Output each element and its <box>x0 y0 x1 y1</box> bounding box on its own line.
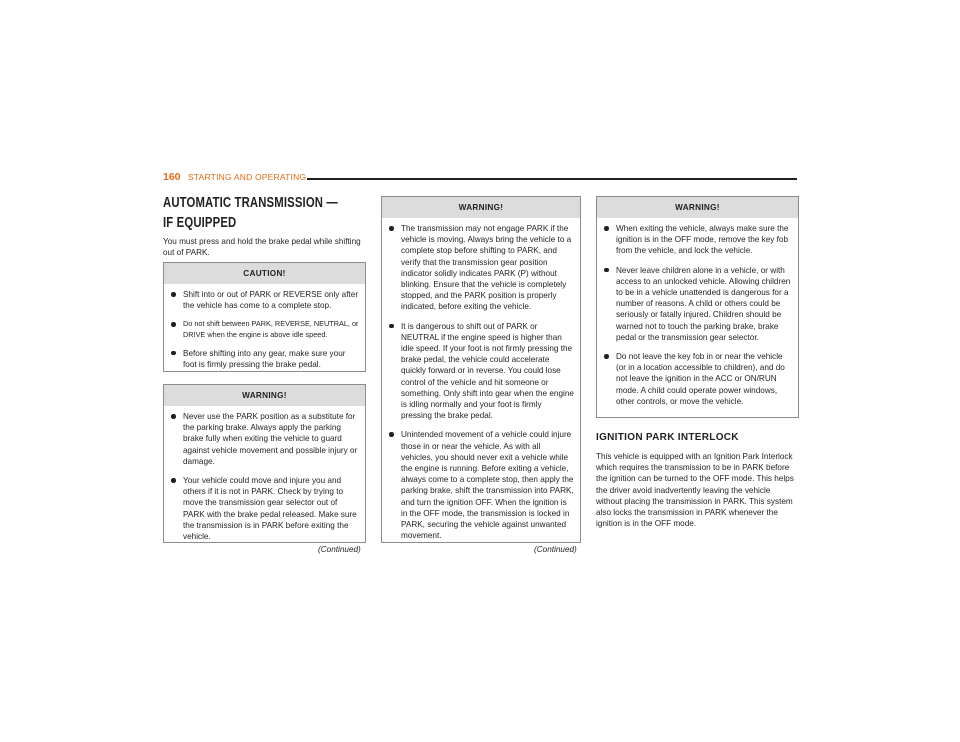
title-line-1: AUTOMATIC TRANSMISSION — <box>163 195 338 211</box>
warning-box-1 <box>163 384 366 543</box>
warning-heading: WARNING! <box>597 197 798 218</box>
list-item-text: Do not leave the key fob in or near the vehicle (or in a location accessible to children), and do not leave the ignition in the ACC or ON/RUN mode. A child could operate power windows, other controls, or move the vehicle. <box>616 352 785 406</box>
page-title <box>163 193 338 233</box>
continued-label: (Continued) <box>318 545 361 554</box>
warning-box-2 <box>381 196 581 543</box>
list-item-text: It is dangerous to shift out of PARK or NEUTRAL if the engine speed is higher than idle speed. If your foot is not firmly pressing the brake pedal, the vehicle could accelerate quickly forward or in reverse. You could lose control of the vehicle and hit someone or something. Only shift into gear when the engine is idling normally and your foot is firmly pressing the brake pedal. <box>401 321 574 421</box>
warning-box-3 <box>596 196 799 418</box>
list-item <box>603 351 792 407</box>
warning-heading: WARNING! <box>382 197 580 218</box>
bullet-icon <box>604 354 609 359</box>
ignition-park-interlock-heading: IGNITION PARK INTERLOCK <box>596 432 739 443</box>
list-item <box>170 411 359 467</box>
page-header <box>163 171 797 185</box>
ignition-park-interlock-paragraph: This vehicle is equipped with an Ignition Park Interlock which requires the transmission to be in PARK before the ignition can be turned to the OFF mode. This helps the driver avoid inadvertently leaving the vehicle without placing the transmission in PARK. This system also locks the transmission in PARK whenever the ignition is in the OFF mode. <box>596 452 794 529</box>
list-item-text: Do not shift between PARK, REVERSE, NEUTRAL, or DRIVE when the engine is above idle speed. <box>183 319 359 339</box>
bullet-icon <box>171 414 176 419</box>
section-title: STARTING AND OPERATING <box>188 172 307 182</box>
warning-list <box>597 218 798 411</box>
list-item-text: The transmission may not engage PARK if the vehicle is moving. Always bring the vehicle to a complete stop before shifting to PARK, and verify that the transmission gear position indicator solidly indicates PARK (P) without blinking. Ensure that the vehicle is completely stopped, and the PARK position is properly indicated, before exiting the vehicle. <box>401 224 572 312</box>
intro-paragraph: You must press and hold the brake pedal while shifting out of PARK. <box>163 237 361 258</box>
title-line-2: IF EQUIPPED <box>163 215 237 231</box>
list-item-text: Before shifting into any gear, make sure your foot is firmly pressing the brake pedal. <box>183 348 346 370</box>
bullet-icon <box>604 226 609 231</box>
bullet-icon <box>389 324 394 329</box>
warning-list <box>164 406 365 546</box>
list-item <box>170 289 359 311</box>
list-item <box>170 475 359 542</box>
bullet-icon <box>389 432 394 437</box>
warning-list <box>382 218 580 545</box>
bullet-icon <box>604 268 609 273</box>
caution-list <box>164 284 365 374</box>
list-item-text: Unintended movement of a vehicle could injure those in or near the vehicle. As with all vehicles, you should never exit a vehicle while the engine is running. Before exiting a vehicle, always come to a complete stop, then apply the parking brake, shift the transmission into PARK, and turn the ignition OFF. When the ignition is in the OFF mode, the transmission is locked in PARK, securing the vehicle against unwanted movement. <box>401 430 574 541</box>
list-item <box>170 319 359 339</box>
bullet-icon <box>171 478 176 483</box>
bullet-icon <box>171 322 176 327</box>
bullet-icon <box>389 226 394 231</box>
bullet-icon <box>171 292 176 297</box>
list-item <box>603 265 792 343</box>
list-item <box>388 321 574 422</box>
caution-box <box>163 262 366 372</box>
bullet-icon <box>171 351 176 356</box>
list-item <box>170 348 359 370</box>
page-number: 160 <box>163 171 181 183</box>
caution-heading: CAUTION! <box>164 263 365 284</box>
list-item-text: When exiting the vehicle, always make sure the ignition is in the OFF mode, remove the key fob from the vehicle, and lock the vehicle. <box>616 224 789 256</box>
list-item <box>388 429 574 541</box>
warning-heading: WARNING! <box>164 385 365 406</box>
list-item <box>603 223 792 257</box>
list-item-text: Shift into or out of PARK or REVERSE only after the vehicle has come to a complete stop. <box>183 290 359 311</box>
list-item-text: Never leave children alone in a vehicle, or with access to an unlocked vehicle. Allowing children to be in a vehicle unattended is dangerous for a number of reasons. A child or others could be seriously or fatally injured. Children should be warned not to touch the parking brake, brake pedal or the transmission gear selector. <box>616 265 791 342</box>
continued-label: (Continued) <box>534 545 577 554</box>
list-item <box>388 223 574 313</box>
header-rule <box>307 178 797 180</box>
list-item-text: Your vehicle could move and injure you and others if it is not in PARK. Check by trying to move the transmission gear selector out of PARK with the brake pedal released. Make sure the transmission is in PARK before exiting the vehicle. <box>183 476 357 542</box>
list-item-text: Never use the PARK position as a substitute for the parking brake. Always apply the parking brake fully when exiting the vehicle to guard against vehicle movement and possible injury or damage. <box>183 412 358 466</box>
